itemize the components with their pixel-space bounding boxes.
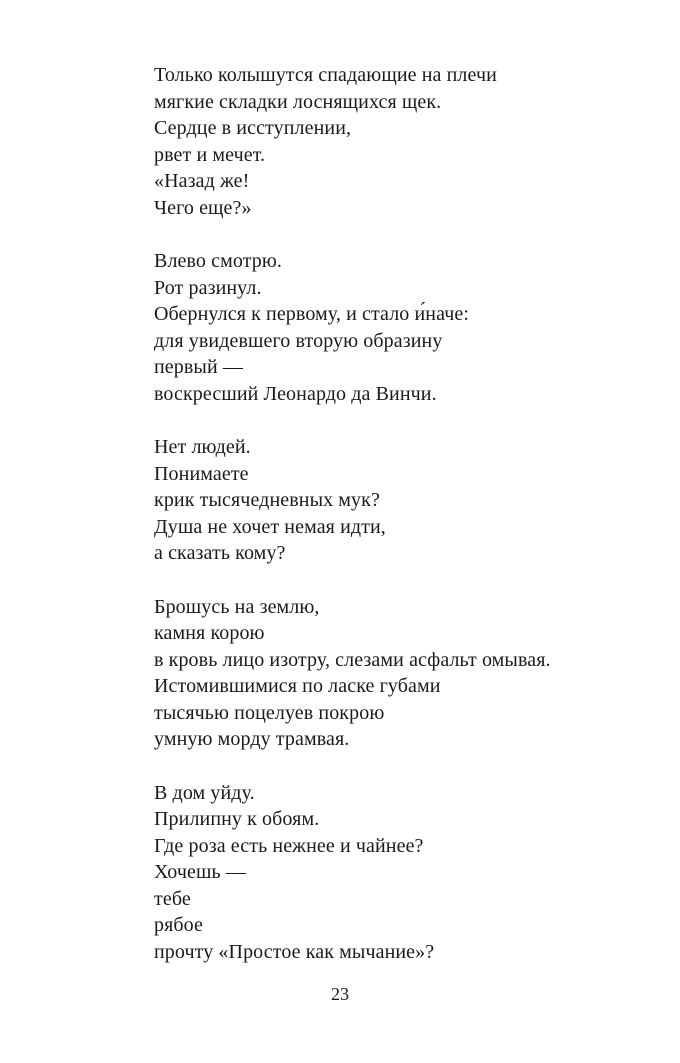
poem-line: Где роза есть нежнее и чайнее?: [154, 834, 424, 857]
poem-line: тысячью поцелуев покрою: [154, 701, 385, 724]
poem-line: Истомившимися по ласке губами: [154, 675, 441, 697]
poem-line: для увидевшего вторую образину: [154, 329, 443, 352]
poem-line: Понимаете: [154, 462, 249, 485]
poem-line: а сказать кому?: [154, 542, 286, 564]
poem-line: Только колышутся спадающие на плечи: [154, 64, 497, 86]
poem-line: Влево смотрю.: [154, 250, 282, 272]
poem-line: прочту «Простое как мычание»?: [154, 940, 435, 963]
poem-line: воскресший Леонардо да Винчи.: [154, 382, 437, 405]
poem-body: [154, 62, 654, 992]
poem-line: в кровь лицо изотру, слезами асфальт омывая.: [154, 648, 551, 671]
poem-line: «Назад же!: [154, 170, 250, 192]
stanza-5: [154, 780, 654, 966]
poem-line: Обернулся к первому, и стало и́наче:: [154, 303, 470, 325]
poem-line: крик тысячедневных мук?: [154, 489, 380, 511]
poem-line: Хочешь —: [154, 861, 246, 883]
poem-line: В дом уйду.: [154, 781, 255, 804]
poem-line: Нет людей.: [154, 436, 251, 458]
stanza-3: [154, 434, 654, 567]
poem-line: Сердце в исступлении,: [154, 117, 352, 139]
stanza-2: [154, 248, 654, 407]
poem-line: тебе: [154, 887, 191, 910]
poem-line: Чего еще?»: [154, 196, 252, 219]
poem-line: первый —: [154, 356, 243, 378]
poem-line: рвет и мечет.: [154, 143, 266, 166]
stanza-1: [154, 62, 654, 221]
stanza-4: [154, 594, 654, 753]
poem-line: Душа не хочет немая идти,: [154, 515, 386, 538]
poem-line: Прилипну к обоям.: [154, 808, 320, 830]
poem-line: Брошусь на землю,: [154, 595, 320, 618]
poem-line: камня корою: [154, 622, 265, 644]
poem-line: рябое: [154, 914, 203, 936]
poem-line: мягкие складки лоснящихся щек.: [154, 90, 442, 113]
page-number: 23: [331, 984, 349, 1004]
poem-line: умную морду трамвая.: [154, 728, 350, 750]
poem-line: Рот разинул.: [154, 276, 262, 299]
